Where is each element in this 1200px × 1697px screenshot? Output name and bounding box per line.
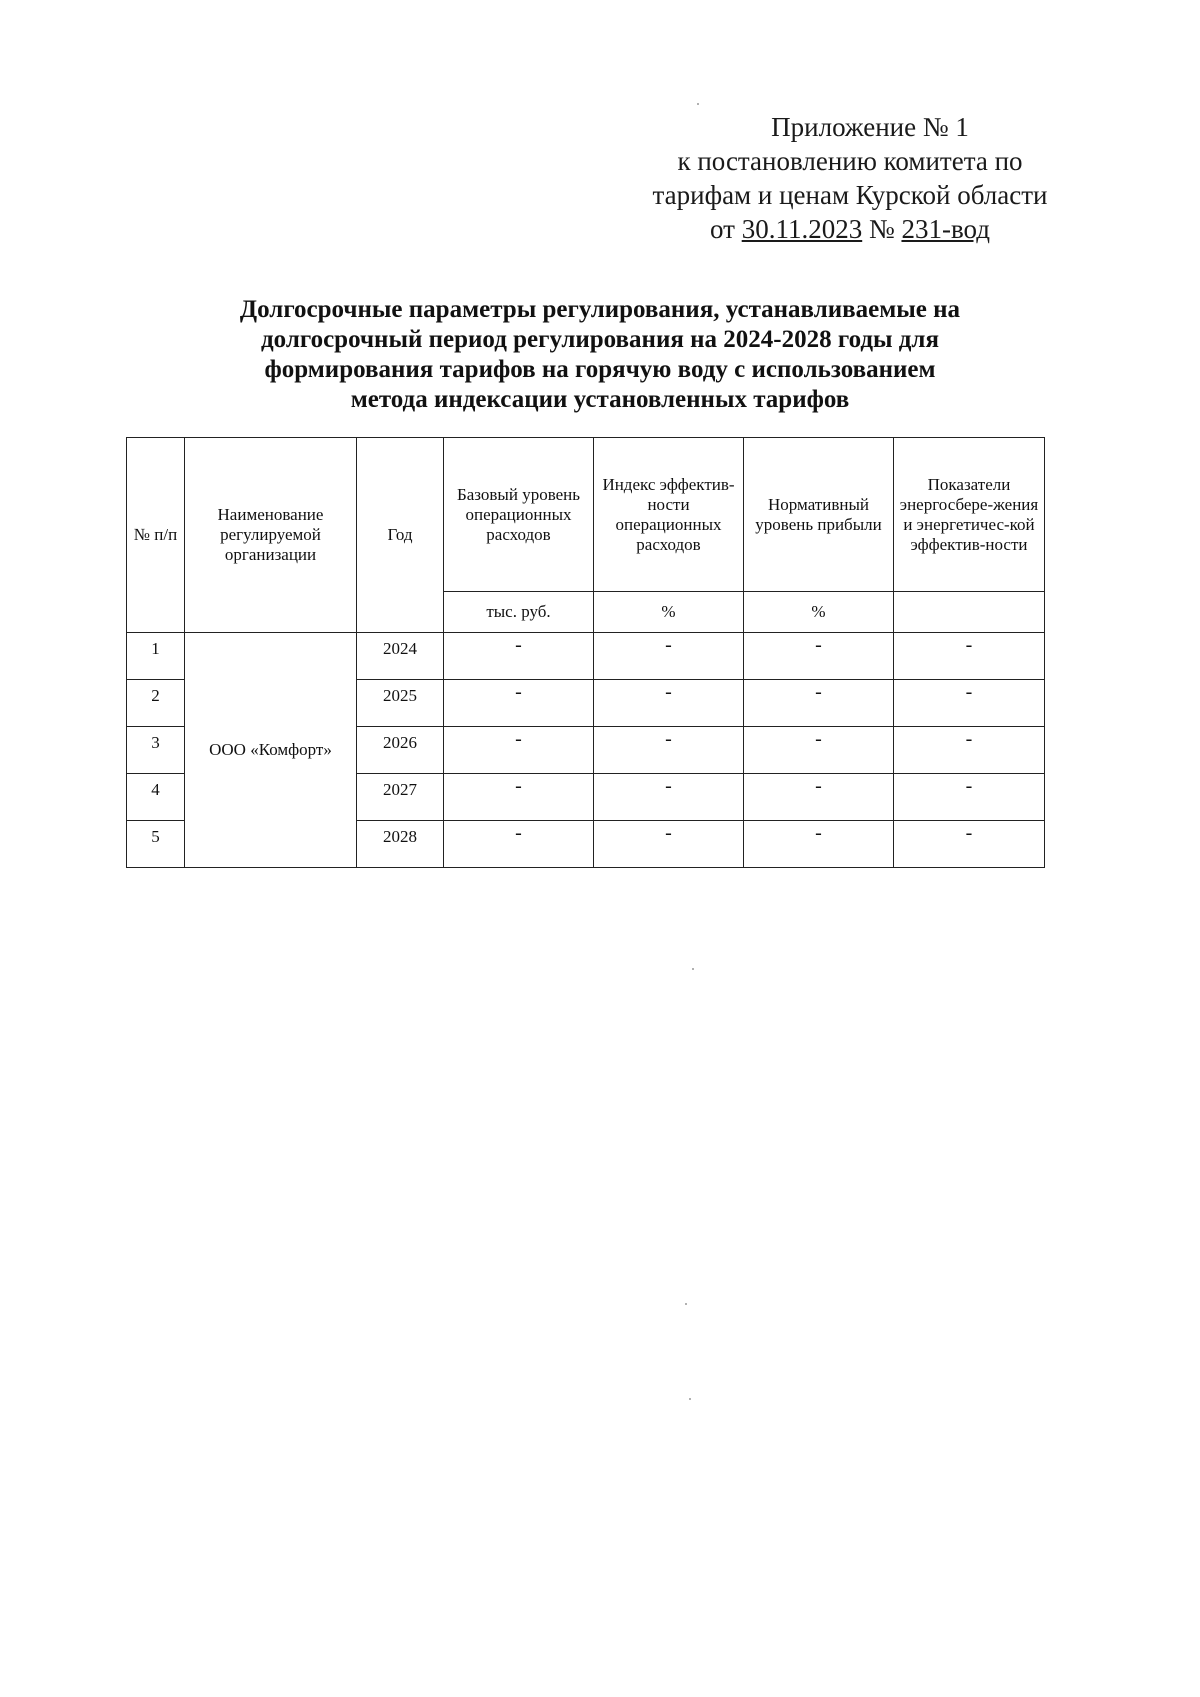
row-base-opex: - <box>444 727 594 774</box>
row-efficiency-index: - <box>594 633 744 680</box>
organization-name: ООО «Комфорт» <box>185 633 357 868</box>
row-num: 5 <box>127 821 185 868</box>
annex-title: Приложение № 1 <box>771 112 969 142</box>
row-efficiency-index: - <box>594 680 744 727</box>
resolution-date: 30.11.2023 <box>741 214 863 244</box>
resolution-number: 231-вод <box>901 214 990 244</box>
annex-line-3: тарифам и ценам Курской области <box>652 180 1048 210</box>
scan-speck <box>689 1398 691 1400</box>
row-num: 1 <box>127 633 185 680</box>
row-profit-level: - <box>744 680 894 727</box>
title-line-3: формирования тарифов на горячую воду с использованием <box>264 356 936 383</box>
row-energy-indicators: - <box>894 774 1045 821</box>
unit-base-opex: тыс. руб. <box>444 592 594 633</box>
row-year: 2028 <box>357 821 444 868</box>
annex-date-line <box>600 212 1100 246</box>
row-base-opex: - <box>444 633 594 680</box>
annex-block <box>600 110 1100 246</box>
header-num: № п/п <box>127 438 185 633</box>
title-line-4: метода индексации установленных тарифов <box>350 386 850 413</box>
row-energy-indicators: - <box>894 821 1045 868</box>
unit-profit-level: % <box>744 592 894 633</box>
row-energy-indicators: - <box>894 727 1045 774</box>
row-efficiency-index: - <box>594 821 744 868</box>
row-profit-level: - <box>744 774 894 821</box>
date-prefix: от <box>710 214 735 244</box>
number-prefix: № <box>868 214 895 244</box>
unit-energy-indicators <box>894 592 1045 633</box>
table-row <box>127 633 1045 680</box>
row-year: 2027 <box>357 774 444 821</box>
row-profit-level: - <box>744 821 894 868</box>
row-base-opex: - <box>444 774 594 821</box>
row-energy-indicators: - <box>894 633 1045 680</box>
row-num: 2 <box>127 680 185 727</box>
row-profit-level: - <box>744 727 894 774</box>
title-line-1: Долгосрочные параметры регулирования, устанавливаемые на <box>239 296 961 323</box>
scan-speck <box>692 968 694 970</box>
document-title <box>150 295 1050 415</box>
row-base-opex: - <box>444 680 594 727</box>
row-energy-indicators: - <box>894 680 1045 727</box>
header-year: Год <box>357 438 444 633</box>
header-efficiency-index: Индекс эффектив-ности операционных расходов <box>594 438 744 592</box>
parameters-table <box>126 437 1045 868</box>
row-profit-level: - <box>744 633 894 680</box>
scan-speck <box>697 103 699 105</box>
unit-efficiency-index: % <box>594 592 744 633</box>
row-efficiency-index: - <box>594 774 744 821</box>
table-header-row <box>127 438 1045 592</box>
annex-line-2: к постановлению комитета по <box>677 146 1023 176</box>
header-base-opex: Базовый уровень операционных расходов <box>444 438 594 592</box>
row-base-opex: - <box>444 821 594 868</box>
header-profit-level: Нормативный уровень прибыли <box>744 438 894 592</box>
row-year: 2025 <box>357 680 444 727</box>
header-energy-indicators: Показатели энергосбере-жения и энергетичес-кой эффектив-ности <box>894 438 1045 592</box>
scan-speck <box>685 1303 687 1305</box>
row-num: 3 <box>127 727 185 774</box>
row-efficiency-index: - <box>594 727 744 774</box>
row-num: 4 <box>127 774 185 821</box>
header-organization: Наименование регулируемой организации <box>185 438 357 633</box>
title-line-2: долгосрочный период регулирования на 2024-2028 годы для <box>261 326 939 353</box>
row-year: 2024 <box>357 633 444 680</box>
row-year: 2026 <box>357 727 444 774</box>
